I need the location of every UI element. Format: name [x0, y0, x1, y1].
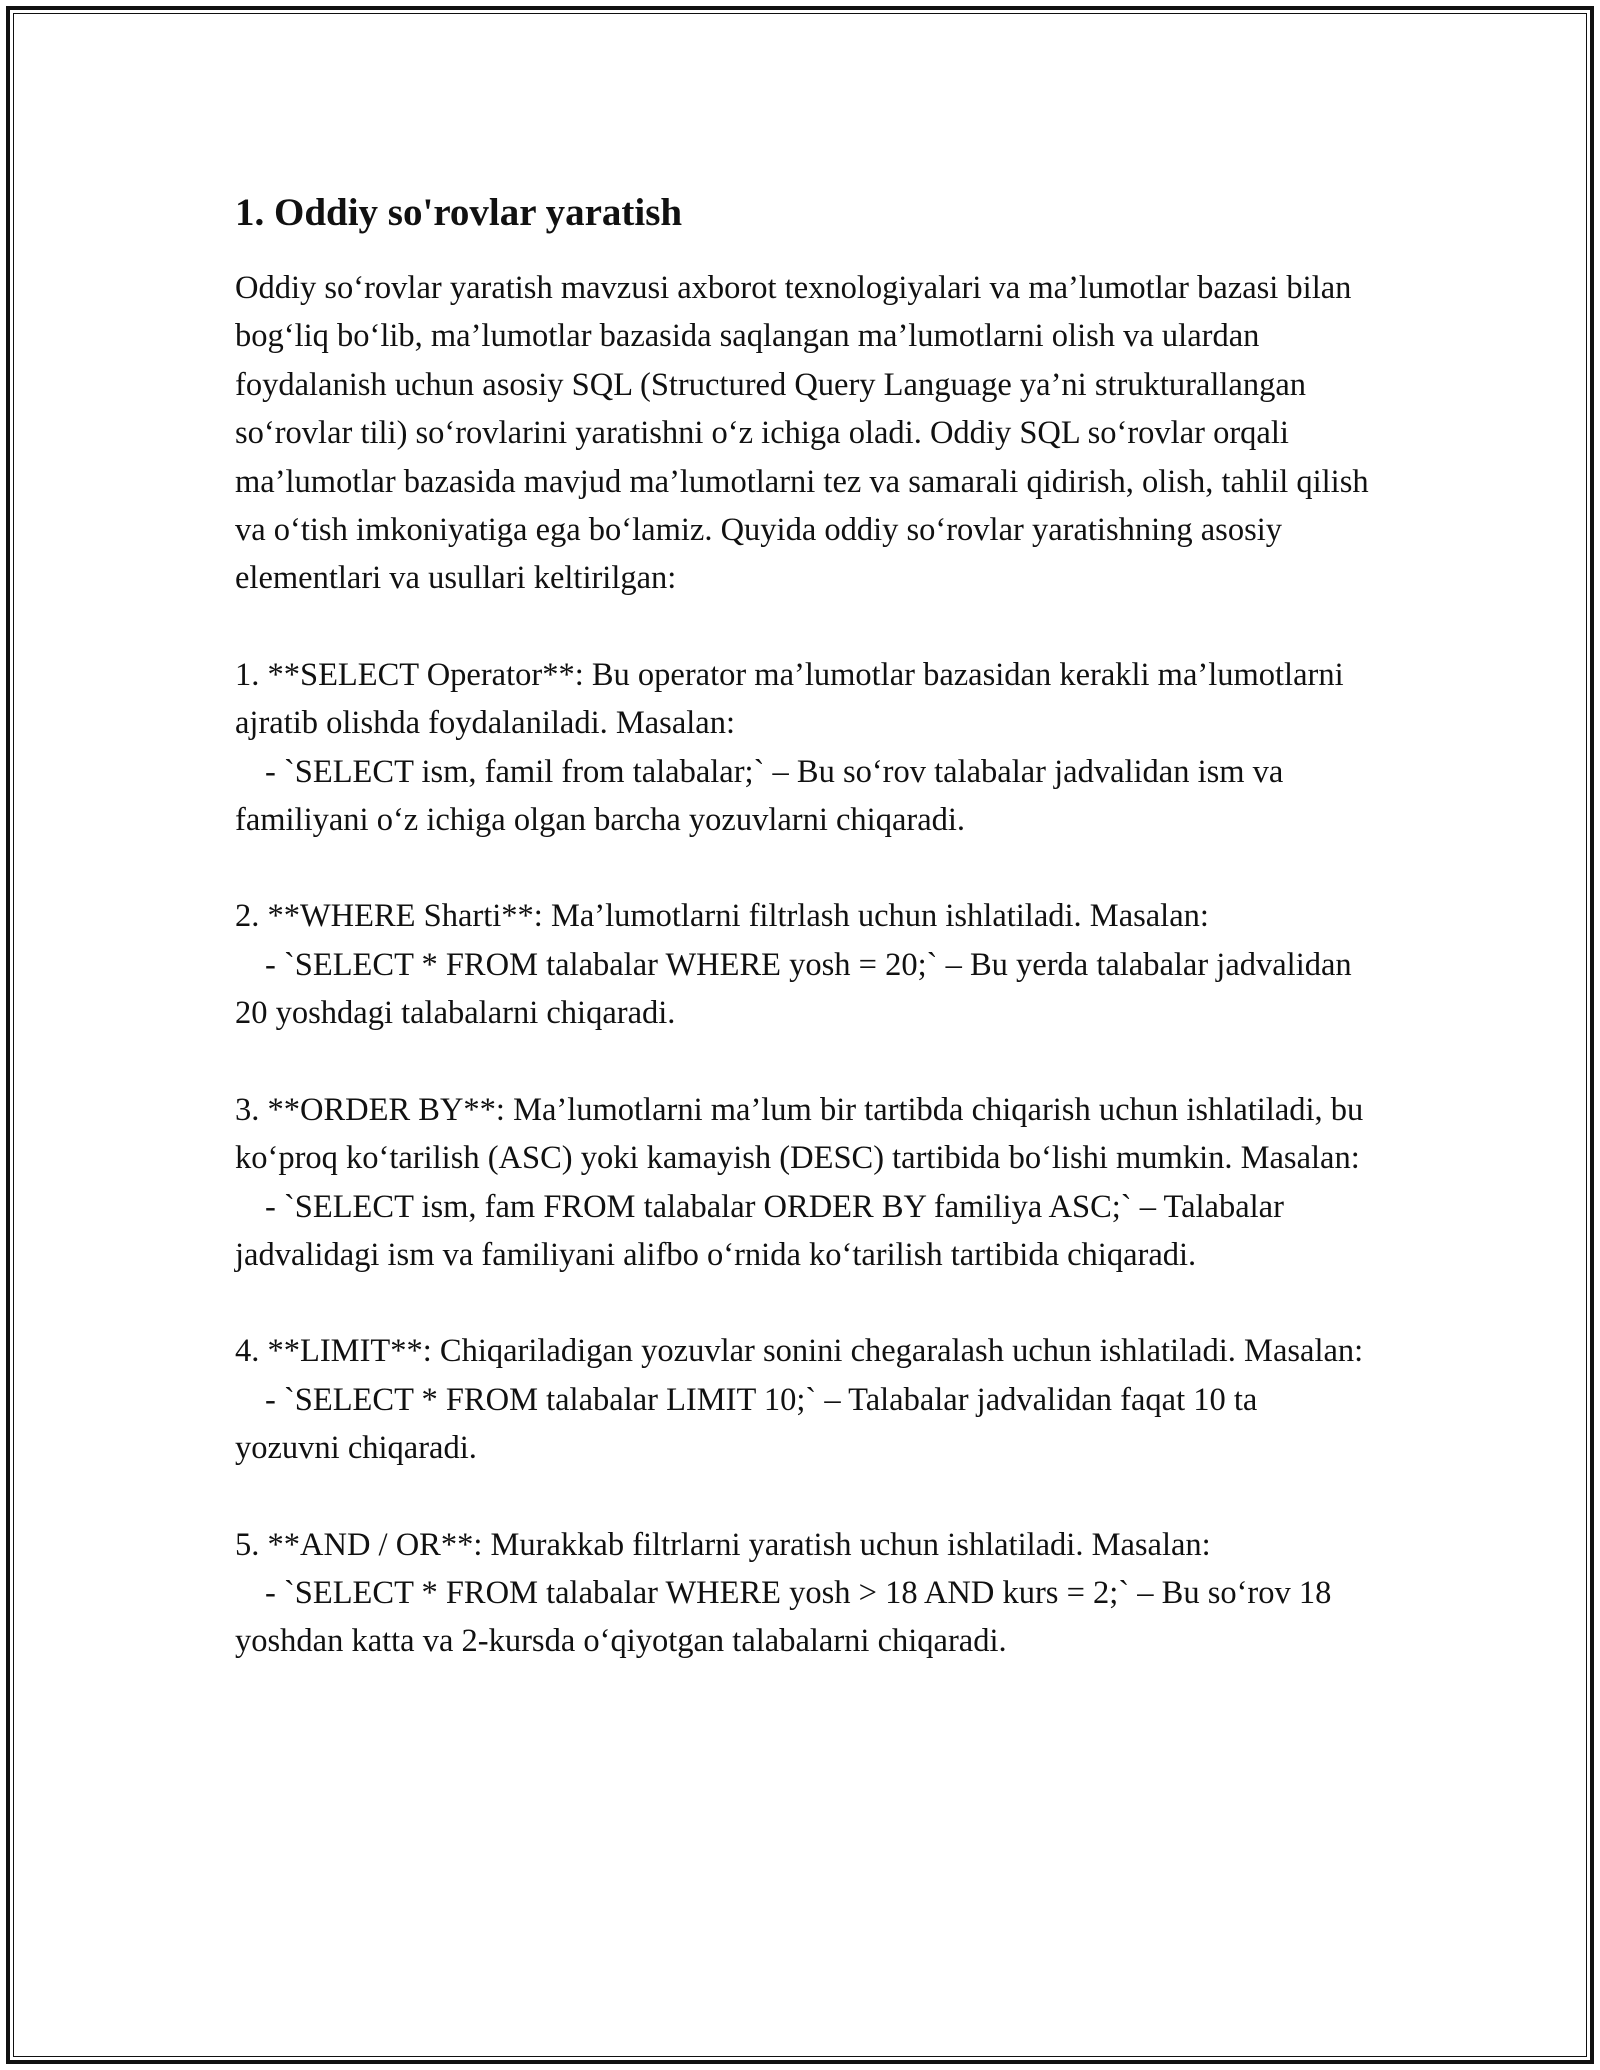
section-heading: 2. **WHERE Sharti**: Ma’lumotlarni filtrlash uchun ishlatiladi. Masalan: — [235, 898, 1209, 935]
section-heading: 3. **ORDER BY**: Ma’lumotlarni ma’lum bir tartibda chiqarish uchun ishlatiladi, bu ko‘proq ko‘tarilish (ASC) yoki kamayish (DESC) tartibida bo‘lishi mumkin. Masalan: — [235, 1091, 1364, 1177]
page-title: 1. Oddiy so'rovlar yaratish — [235, 191, 683, 234]
section-example: - `SELECT * FROM talabalar WHERE yosh = 20;` – Bu yerda talabalar jadvalidan 20 yoshdagi talabalarni chiqaradi. — [235, 946, 1352, 1032]
section-order-by — [235, 1086, 1370, 1280]
section-heading: 5. **AND / OR**: Murakkab filtrlarni yaratish uchun ishlatiladi. Masalan: — [235, 1526, 1211, 1563]
intro-paragraph: Oddiy so‘rovlar yaratish mavzusi axborot texnologiyalari va ma’lumotlar bazasi bilan bog‘liq bo‘lib, ma’lumotlar bazasida saqlangan ma’lumotlarni olish va ulardan foydalanish uchun asosiy SQL (Structured Query Language ya’ni strukturallangan so‘rovlar tili) so‘rovlarini yaratishni o‘z ichiga oladi. Oddiy SQL so‘rovlar orqali ma’lumotlar bazasida mavjud ma’lumotlarni tez va samarali qidirish, olish, tahlil qilish va o‘tish imkoniyatiga ega bo‘lamiz. Quyida oddiy so‘rovlar yaratishning asosiy elementlari va usullari keltirilgan: — [235, 270, 1369, 597]
section-select — [235, 651, 1370, 845]
section-example: - `SELECT * FROM talabalar LIMIT 10;` – Talabalar jadvalidan faqat 10 ta yozuvni chiqaradi. — [235, 1381, 1258, 1467]
section-heading: 4. **LIMIT**: Chiqariladigan yozuvlar sonini chegaralash uchun ishlatiladi. Masalan: — [235, 1333, 1364, 1370]
section-limit — [235, 1327, 1370, 1472]
section-and-or — [235, 1521, 1370, 1666]
section-example: - `SELECT * FROM talabalar WHERE yosh > 18 AND kurs = 2;` – Bu so‘rov 18 yoshdan katta va 2-kursda o‘qiyotgan talabalarni chiqaradi. — [235, 1574, 1332, 1660]
section-example: - `SELECT ism, fam FROM talabalar ORDER BY familiya ASC;` – Talabalar jadvalidagi ism va familiyani alifbo o‘rnida ko‘tarilish tartibida chiqaradi. — [235, 1188, 1284, 1273]
section-where — [235, 892, 1370, 1037]
section-heading: 1. **SELECT Operator**: Bu operator ma’lumotlar bazasidan kerakli ma’lumotlarni ajratib olishda foydalaniladi. Masalan: — [235, 656, 1344, 742]
document-body — [235, 188, 1370, 1714]
section-example: - `SELECT ism, famil from talabalar;` – Bu so‘rov talabalar jadvalidan ism va familiyani o‘z ichiga olgan barcha yozuvlarni chiqaradi. — [235, 753, 1284, 839]
